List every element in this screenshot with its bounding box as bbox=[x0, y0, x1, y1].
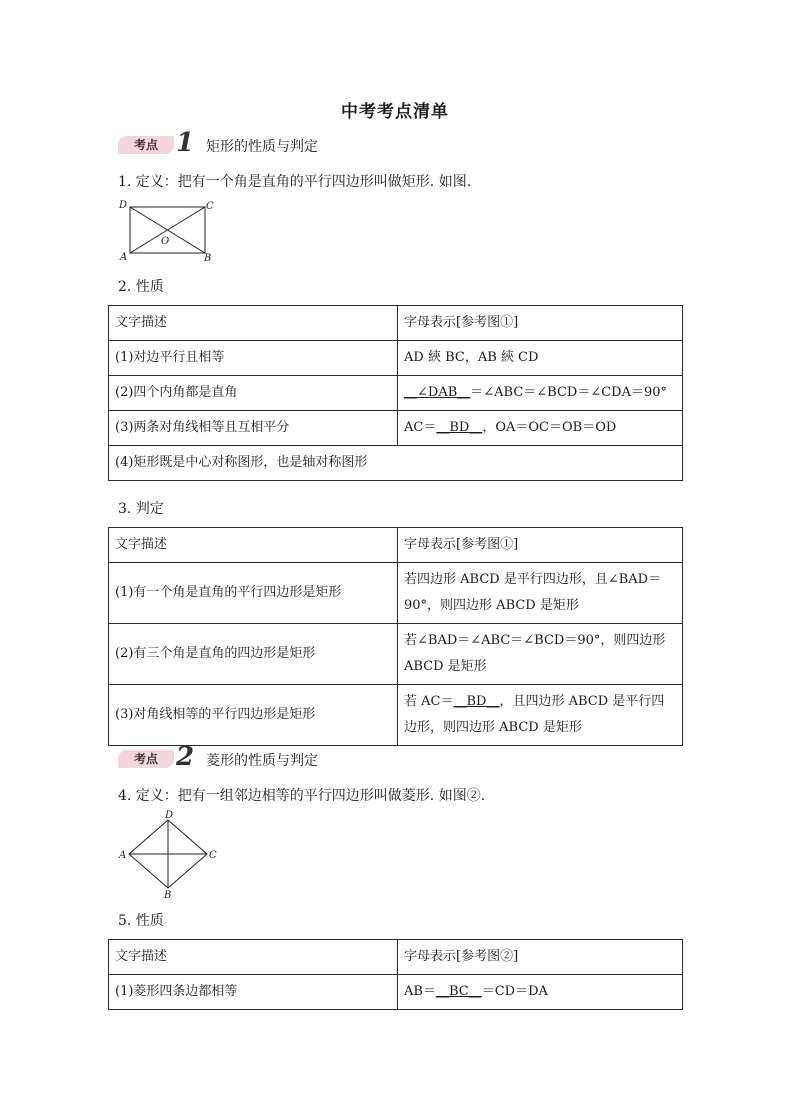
table-cell: (4)矩形既是中心对称图形，也是轴对称图形 bbox=[109, 446, 683, 481]
label-C: C bbox=[206, 201, 214, 212]
table-cell: AD 綊 BC，AB 綊 CD bbox=[398, 341, 683, 376]
answer-blank: __BC__ bbox=[435, 984, 482, 999]
table-cell: (2)四个内角都是直角 bbox=[109, 376, 398, 411]
table-cell: (1)菱形四条边都相等 bbox=[109, 975, 398, 1010]
answer-blank: __BD__ bbox=[436, 420, 483, 435]
table-header-cell: 文字描述 bbox=[109, 306, 398, 341]
table-header-cell: 字母表示[参考图①] bbox=[398, 306, 683, 341]
table-row bbox=[109, 376, 683, 411]
table-cell-text: AB＝ bbox=[404, 984, 436, 999]
label-O: O bbox=[161, 236, 170, 247]
definition-rectangle: 1. 定义：把有一个角是直角的平行四边形叫做矩形. 如图. bbox=[118, 174, 472, 190]
kaodian-badge: 考点 bbox=[118, 136, 174, 154]
heading-properties: 2. 性质 bbox=[118, 279, 164, 295]
page-title: 中考考点清单 bbox=[341, 102, 449, 122]
rectangle-figure bbox=[115, 197, 220, 267]
label-D: D bbox=[165, 810, 174, 821]
table-row bbox=[109, 624, 683, 685]
table-header-cell: 字母表示[参考图②] bbox=[398, 940, 683, 975]
table-cell-text: AC＝ bbox=[404, 420, 437, 435]
rectangle-criteria-table bbox=[108, 527, 683, 746]
table-cell: (3)对角线相等的平行四边形是矩形 bbox=[109, 685, 398, 746]
answer-blank: __BD__ bbox=[453, 694, 500, 709]
table-cell-text: ，且四边形 ABCD 是平行四边形，则四边形 ABCD 是矩形 bbox=[404, 694, 665, 735]
table-header-row bbox=[109, 940, 683, 975]
table-cell bbox=[398, 685, 683, 746]
table-cell: 若四边形 ABCD 是平行四边形，且∠BAD＝90°，则四边形 ABCD 是矩形 bbox=[398, 563, 683, 624]
label-D: D bbox=[119, 200, 128, 211]
table-row bbox=[109, 446, 683, 481]
label-C: C bbox=[209, 850, 217, 861]
table-cell: (2)有三个角是直角的四边形是矩形 bbox=[109, 624, 398, 685]
table-cell bbox=[398, 975, 683, 1010]
rhombus-properties-table bbox=[108, 939, 683, 1010]
section-number: 2 bbox=[176, 742, 195, 772]
table-row bbox=[109, 341, 683, 376]
table-cell-text: ＝CD＝DA bbox=[481, 984, 548, 999]
table-header-row bbox=[109, 528, 683, 563]
table-cell bbox=[398, 411, 683, 446]
heading-properties-2: 5. 性质 bbox=[118, 913, 164, 929]
section-number: 1 bbox=[176, 128, 195, 158]
table-row bbox=[109, 563, 683, 624]
label-A: A bbox=[120, 252, 128, 263]
label-A: A bbox=[119, 850, 127, 861]
table-row bbox=[109, 685, 683, 746]
table-cell-text: 若 AC＝ bbox=[404, 694, 454, 709]
definition-rhombus: 4. 定义：把有一组邻边相等的平行四边形叫做菱形. 如图②. bbox=[118, 788, 486, 804]
table-row bbox=[109, 975, 683, 1010]
answer-blank: __∠DAB__ bbox=[404, 385, 471, 400]
table-cell: 若∠BAD＝∠ABC＝∠BCD＝90°，则四边形 ABCD 是矩形 bbox=[398, 624, 683, 685]
section-title: 菱形的性质与判定 bbox=[206, 753, 318, 769]
table-cell bbox=[398, 376, 683, 411]
table-cell: (1)对边平行且相等 bbox=[109, 341, 398, 376]
rhombus-figure bbox=[115, 808, 225, 900]
table-header-row bbox=[109, 306, 683, 341]
table-row bbox=[109, 411, 683, 446]
label-B: B bbox=[164, 890, 172, 900]
table-cell-text: ，OA＝OC＝OB＝OD bbox=[482, 420, 617, 435]
label-B: B bbox=[204, 253, 212, 264]
section-title: 矩形的性质与判定 bbox=[206, 139, 318, 155]
table-header-cell: 字母表示[参考图①] bbox=[398, 528, 683, 563]
table-cell-text: ＝∠ABC＝∠BCD＝∠CDA＝90° bbox=[470, 385, 668, 400]
table-cell: (1)有一个角是直角的平行四边形是矩形 bbox=[109, 563, 398, 624]
table-cell: (3)两条对角线相等且互相平分 bbox=[109, 411, 398, 446]
heading-criteria: 3. 判定 bbox=[118, 501, 164, 517]
table-header-cell: 文字描述 bbox=[109, 528, 398, 563]
table-header-cell: 文字描述 bbox=[109, 940, 398, 975]
rectangle-properties-table bbox=[108, 305, 683, 481]
kaodian-badge: 考点 bbox=[118, 750, 174, 768]
